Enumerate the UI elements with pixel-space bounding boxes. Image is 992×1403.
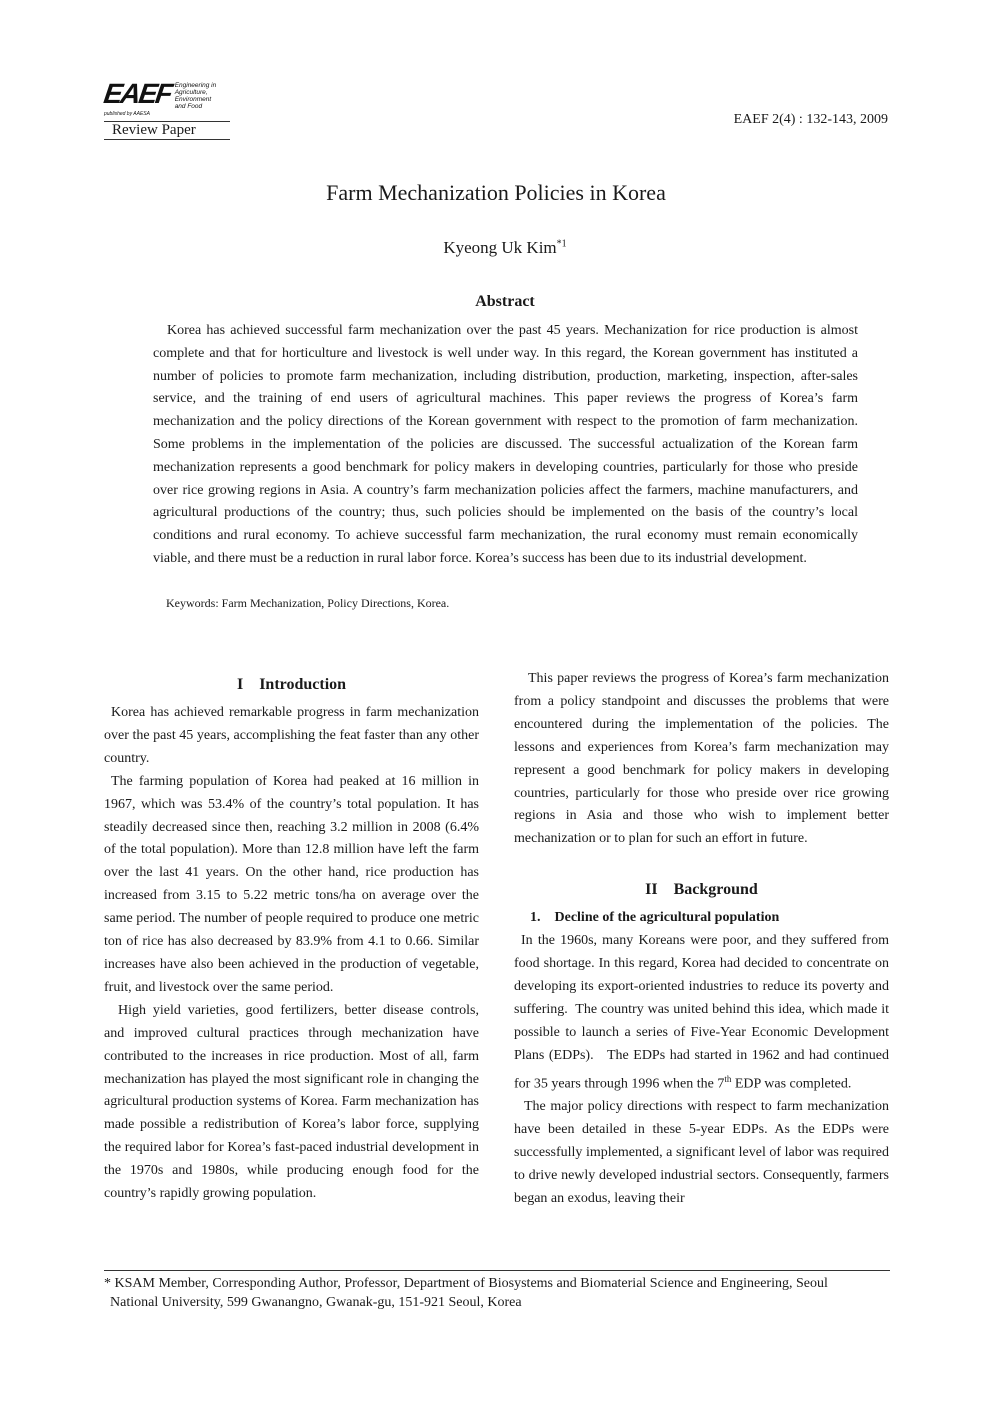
author-line [0,238,992,258]
logo-publisher: published by AAESA [104,111,150,117]
section-heading-introduction: I Introduction [236,676,347,693]
paragraph: The major policy directions with respect to farm mechanization have been detailed in these 5-year EDPs. As the EDPs were successfully implemented, a significant level of labor was required to drive newly developed industrial sectors. Consequently, farmers began an exodus, leaving their [514,1099,889,1206]
paper-type-label: Review Paper [104,121,230,140]
author-mark: *1 [556,238,567,250]
logo-subtitle: Engineering in Agriculture, Environment and Food [174,82,217,110]
paragraph: This paper reviews the progress of Korea’s farm mechanization from a policy standpoint and discusses the problems that were encountered during the implementation of the policies. The lessons and experiences from Korea’s farm mechanization may represent a good benchmark for policy makers in developing countries, particularly for those who preside over rice growing regions in Asia and those who wish to implement better mechanization or to plan for such an effort in future. [514,671,889,847]
paragraph: The farming population of Korea had peaked at 16 million in 1967, which was 53.4% of the country’s total population. It has steadily decreased since then, reaching 3.2 million in 2008 (6.4% of the total population). More than 12.8 million have left the farm over the last 41 years. On the other hand, rice production has increased from 3.15 to 5.22 metric tons/ha on average over the same period. The number of people required to produce one metric ton of rice has also decreased by 83.9% from 4.1 to 0.66. Similar increases have also been achieved in the production of vegetable, fruit, and livestock over the same period. [104,773,479,995]
journal-logo-block [101,78,230,140]
section-gap [514,851,889,873]
paragraph: High yield varieties, good fertilizers, better disease controls, and improved cultural practices through mechanization have contributed to the increases in rice production. Most of all, farm mechanization has played the most significant role in changing the agricultural production systems of Korea. Farm mechanization has made possible a redistribution of Korea’s labor force, supplying the required labor for Korea’s fast-paced industrial development in the 1970s and 1980s, while producing enough food for the country’s rapidly growing population. [104,1002,479,1202]
keywords: Keywords: Farm Mechanization, Policy Directions, Korea. [166,596,450,610]
logo-mark: EAEF [101,78,173,109]
author-name: Kyeong Uk Kim [443,238,557,257]
author-footnote [104,1270,890,1312]
section-heading-background: II Background [645,881,758,899]
paragraph: In the 1960s, many Koreans were poor, and they suffered from food shortage. In this regard, Korea had decided to concentrate on developing its export-oriented industries to reduce its poverty and suffering. The country was united behind this idea, which made it possible to launch a series of Five-Year Economic Development Plans (EDPs). The EDPs had started in 1962 and had continued for 35 years through 1996 when the 7th EDP was completed. [514,933,893,1092]
right-column [514,668,893,1211]
footnote-line: * KSAM Member, Corresponding Author, Professor, Department of Biosystems and Biomaterial Science and Engineering, Seoul [104,1276,828,1291]
journal-citation: EAEF 2(4) : 132-143, 2009 [733,112,888,127]
abstract-heading: Abstract [475,293,535,310]
subsection-heading: 1. Decline of the agricultural population [530,910,780,926]
journal-logo [101,78,230,110]
paragraph: Korea has achieved remarkable progress in farm mechanization over the past 45 years, accomplishing the feat faster than any other country. [104,705,479,766]
footnote-line: National University, 599 Gwanangno, Gwanak-gu, 151-921 Seoul, Korea [110,1295,522,1310]
paper-title: Farm Mechanization Policies in Korea [326,180,666,205]
abstract-text: Korea has achieved successful farm mechanization over the past 45 years. Mechanization for rice production is almost complete and that for horticulture and livestock is well under way. In this regard, the Korean government has instituted a number of policies to promote farm mechanization, including distribution, production, marketing, inspection, after-sales service, and the training of end users of agricultural machines. This paper reviews the progress of Korea’s farm mechanization and the policy directions of the Korean government with respect to the promotion of farm mechanization. Some problems in the implementation of the policies are discussed. The successful actualization of the Korean farm mechanization represents a good benchmark for policy makers in developing countries, particularly for those who preside over rice growing regions in Asia. A country’s farm mechanization policies affect the farmers, machine manufacturers, and agricultural productions of the country; thus, such policies should be implemented on the basis of the country’s local conditions and rural economy. To achieve successful farm mechanization, the rural economy must remain economically viable, and there must be a reduction in rural labor force. Korea’s success has been due to its industrial development. [153,323,858,566]
left-column [104,668,479,1206]
